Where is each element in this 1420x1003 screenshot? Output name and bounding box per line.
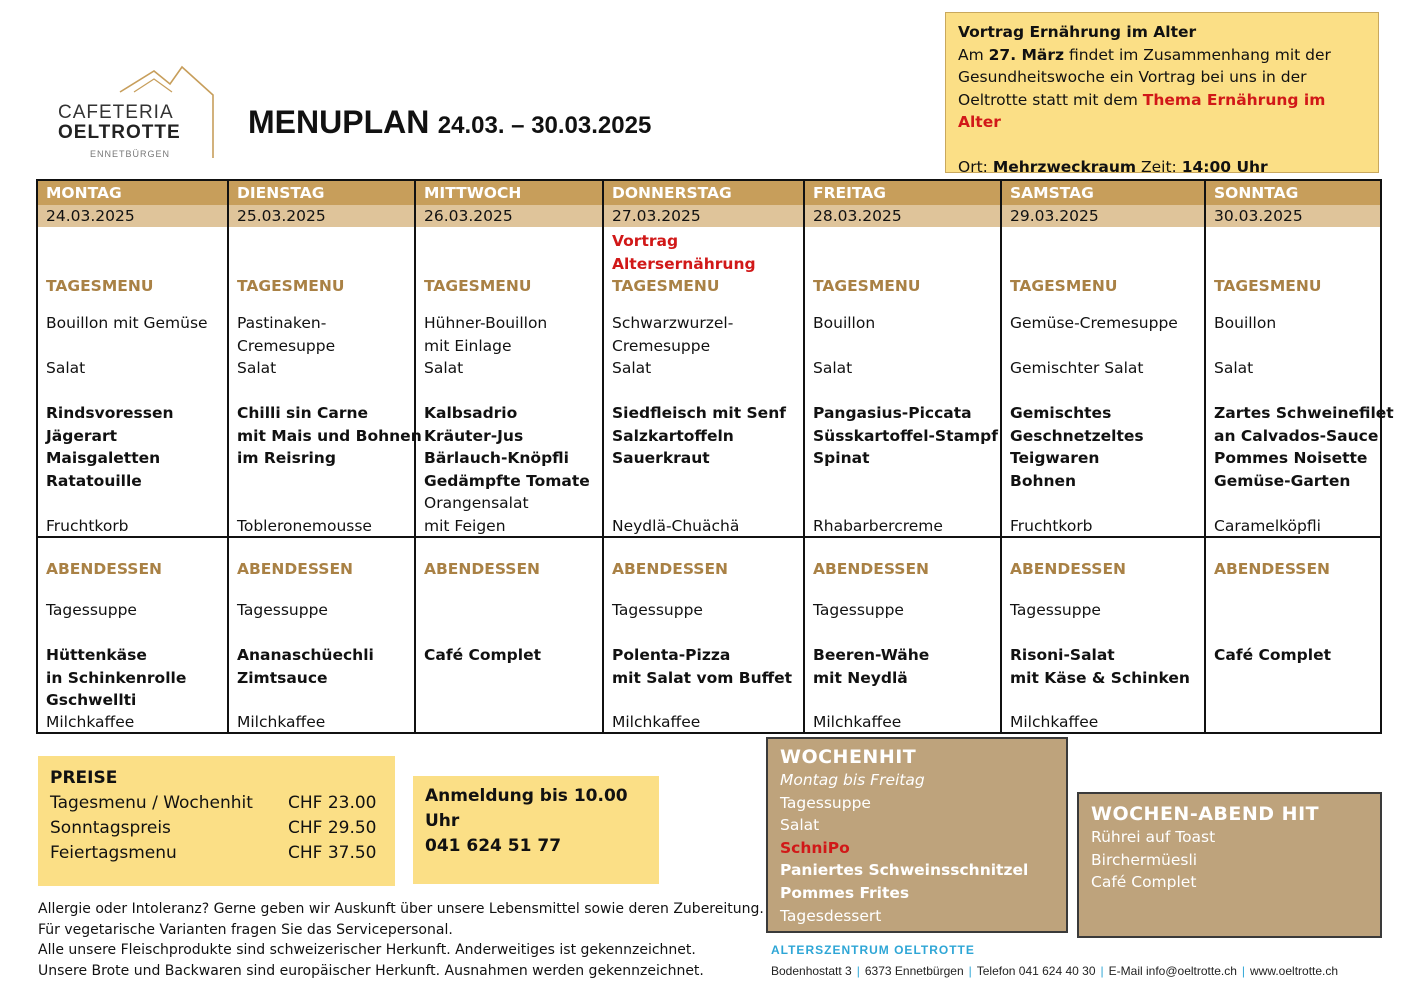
special-event-line: Altersernährung <box>612 254 756 273</box>
salad: Salat <box>813 359 853 377</box>
main-dish-line: Süsskartoffel-Stampf <box>813 426 998 445</box>
notice-topic: Thema Ernährung im Alter <box>958 90 1326 131</box>
day-name: MITTWOCH <box>416 181 604 205</box>
main-dish-line: Bohnen <box>1010 471 1077 490</box>
price-heading: PREISE <box>50 768 118 788</box>
main-dish <box>612 402 801 470</box>
dessert: Neydlä-Chuächä <box>612 517 740 535</box>
evening-soup: Tagessuppe <box>46 601 137 619</box>
evening-label: ABENDESSEN <box>1214 560 1331 578</box>
price-label: Feiertagsmenu <box>50 843 177 863</box>
main-dish-line: Maisgaletten <box>46 449 161 468</box>
dessert <box>424 492 600 537</box>
notice-location: Mehrzweckraum <box>992 157 1137 176</box>
section-label: TAGESMENU <box>612 277 720 295</box>
footnote-line: Für vegetarische Varianten fragen Sie das Servicepersonal. <box>38 921 453 938</box>
price-row <box>50 791 383 816</box>
footer-phone: Telefon 041 624 40 30 <box>976 964 1096 978</box>
day-name: DONNERSTAG <box>604 181 805 205</box>
main-dish <box>1214 402 1394 492</box>
wochenhit-box <box>766 737 1068 933</box>
day-name: SAMSTAG <box>1002 181 1206 205</box>
day-date: 29.03.2025 <box>1002 205 1206 227</box>
evening-label: ABENDESSEN <box>424 560 541 578</box>
day-date: 25.03.2025 <box>229 205 416 227</box>
main-dish-line: Salzkartoffeln <box>612 426 734 445</box>
evening-dish-line: mit Käse & Schinken <box>1010 668 1190 687</box>
footer-address: Bodenhostatt 3 <box>771 964 852 978</box>
evening-dish <box>1010 644 1202 689</box>
main-dish-line: Gedämpfte Tomate <box>424 471 590 490</box>
price-label: Sonntagspreis <box>50 818 171 838</box>
day-column-sonntag <box>1204 181 1394 732</box>
evening-dish <box>46 644 225 712</box>
notice-text: Oeltrotte statt mit dem <box>958 90 1143 109</box>
evening-soup: Tagessuppe <box>612 601 703 619</box>
footer-brand: ALTERSZENTRUM OELTROTTE <box>771 943 975 957</box>
soup <box>237 312 412 357</box>
evening-drink: Milchkaffee <box>237 713 326 731</box>
footnote-line: Unsere Brote und Backwaren sind europäischer Herkunft. Ausnahmen werden gekennzeichnet. <box>38 962 704 979</box>
salad: Salat <box>1214 359 1254 377</box>
registration-phone: 041 624 51 77 <box>425 836 562 856</box>
evening-dish: Café Complet <box>424 646 541 664</box>
main-dish-line: an Calvados-Sauce <box>1214 426 1379 445</box>
footer-website[interactable]: www.oeltrotte.ch <box>1250 964 1339 978</box>
wochenhit-days: Montag bis Freitag <box>780 771 925 789</box>
day-name: DIENSTAG <box>229 181 416 205</box>
evening-dish-line: Beeren-Wähe <box>813 646 930 664</box>
day-name: MONTAG <box>38 181 229 205</box>
footer-email[interactable]: E-Mail info@oeltrotte.ch <box>1108 964 1237 978</box>
evening-label: ABENDESSEN <box>46 560 163 578</box>
salad: Gemischter Salat <box>1010 359 1144 377</box>
evening-dish-line: Polenta-Pizza <box>612 646 731 664</box>
price-label: Tagesmenu / Wochenhit <box>50 793 253 813</box>
registration-box <box>413 776 659 884</box>
soup: Gemüse-Cremesuppe <box>1010 314 1178 332</box>
wochenhit-soup: Tagessuppe <box>780 793 871 812</box>
wochenhit-dish: Paniertes Schweinsschnitzel <box>780 861 1029 880</box>
main-dish <box>813 402 998 470</box>
day-column-dienstag <box>227 181 422 732</box>
day-date: 28.03.2025 <box>805 205 1002 227</box>
main-dish-line: Kalbsadrio <box>424 404 518 422</box>
section-label: TAGESMENU <box>1214 277 1322 295</box>
wochen-abend-item: Birchermüesli <box>1091 850 1198 869</box>
dessert: Caramelköpfli <box>1214 517 1321 535</box>
price-value: CHF 23.00 <box>288 793 377 813</box>
evening-drink: Milchkaffee <box>46 713 135 731</box>
day-column-donnerstag <box>602 181 805 732</box>
main-dish-line: Rindsvoressen <box>46 404 174 422</box>
day-date: 26.03.2025 <box>416 205 604 227</box>
main-dish-line: Sauerkraut <box>612 449 710 468</box>
special-event <box>612 230 801 275</box>
wochenhit-dish-name: SchniPo <box>780 838 850 857</box>
menu-table <box>36 179 1394 734</box>
evening-dish-line: in Schinkenrolle <box>46 668 187 687</box>
salad: Salat <box>424 359 464 377</box>
notice-text: Zeit: <box>1136 157 1182 176</box>
main-dish-line: mit Mais und Bohnen <box>237 426 422 445</box>
main-dish-line: Teigwaren <box>1010 449 1100 468</box>
cafeteria-logo <box>58 62 223 172</box>
evening-dish-line: Gschwellti <box>46 691 137 710</box>
main-dish <box>46 402 225 492</box>
evening-dish-line: Risoni-Salat <box>1010 646 1115 664</box>
main-dish-line: Pommes Noisette <box>1214 449 1368 468</box>
soup: Bouillon <box>1214 314 1277 332</box>
evening-drink: Milchkaffee <box>612 713 701 731</box>
soup <box>612 312 801 357</box>
page-title <box>248 104 651 141</box>
registration-deadline: Anmeldung bis 10.00 Uhr <box>425 786 628 831</box>
notice-time: 14:00 Uhr <box>1181 157 1268 176</box>
special-event-line: Vortrag <box>612 232 679 250</box>
soup: Bouillon <box>813 314 876 332</box>
logo-location-text: ENNETBÜRGEN <box>90 149 171 159</box>
notice-heading: Vortrag Ernährung im Alter <box>958 23 1197 41</box>
dessert: Rhabarbercreme <box>813 517 943 535</box>
footer-separator: | <box>1241 964 1246 978</box>
evening-label: ABENDESSEN <box>612 560 729 578</box>
day-column-freitag <box>803 181 1002 732</box>
notice-text: Gesundheitswoche ein Vortrag bei uns in der <box>958 68 1307 86</box>
main-dish-line: Kräuter-Jus <box>424 426 524 445</box>
footnotes <box>38 899 764 981</box>
soup-line: Hühner-Bouillon <box>424 314 548 332</box>
evening-dish <box>612 644 801 689</box>
evening-dish-line: Hüttenkäse <box>46 646 147 664</box>
day-column-montag <box>38 181 229 732</box>
price-box <box>38 756 395 886</box>
price-row <box>50 816 383 841</box>
notice-text: Ort: <box>958 157 993 176</box>
day-column-samstag <box>1000 181 1206 732</box>
evening-dish-line: mit Salat vom Buffet <box>612 668 793 687</box>
evening-soup: Tagessuppe <box>1010 601 1101 619</box>
title-main: MENUPLAN <box>248 104 430 140</box>
day-date: 24.03.2025 <box>38 205 229 227</box>
section-label: TAGESMENU <box>424 277 532 295</box>
day-name: SONNTAG <box>1206 181 1380 205</box>
footer-contact <box>771 964 1338 978</box>
evening-label: ABENDESSEN <box>813 560 930 578</box>
price-value: CHF 29.50 <box>288 818 377 838</box>
evening-soup: Tagessuppe <box>237 601 328 619</box>
title-dates: 24.03. – 30.03.2025 <box>437 112 652 139</box>
dessert-line: mit Feigen <box>424 516 506 535</box>
day-date: 27.03.2025 <box>604 205 805 227</box>
wochenhit-salad: Salat <box>780 816 820 835</box>
day-name: FREITAG <box>805 181 1002 205</box>
salad: Salat <box>237 359 277 377</box>
salad: Salat <box>612 359 652 377</box>
evening-dish-line: mit Neydlä <box>813 668 908 687</box>
wochen-abend-hit-box <box>1077 792 1382 938</box>
section-label: TAGESMENU <box>46 277 154 295</box>
main-dish-line: Zartes Schweinefilet <box>1214 404 1394 422</box>
soup-line: Cremesuppe <box>612 336 711 355</box>
day-date: 30.03.2025 <box>1206 205 1380 227</box>
footer-separator: | <box>968 964 972 978</box>
main-dish-line: im Reisring <box>237 449 336 468</box>
main-dish-line: Chilli sin Carne <box>237 404 369 422</box>
wochenhit-dish: Pommes Frites <box>780 883 910 902</box>
wochen-abend-item: Rührei auf Toast <box>1091 828 1216 846</box>
section-label: TAGESMENU <box>813 277 921 295</box>
dessert: Fruchtkorb <box>46 517 129 535</box>
footnote-line: Allergie oder Intoleranz? Gerne geben wir Auskunft über unsere Lebensmittel sowie deren Zubereitung. <box>38 901 764 917</box>
soup <box>424 312 600 357</box>
section-label: TAGESMENU <box>237 277 345 295</box>
dessert-line: Orangensalat <box>424 494 529 512</box>
wochenhit-title: WOCHENHIT <box>780 746 917 768</box>
footer-separator: | <box>856 964 860 978</box>
main-dish-line: Ratatouille <box>46 471 142 490</box>
main-dish-line: Gemischtes <box>1010 404 1112 422</box>
logo-oeltrotte-text: OELTROTTE <box>58 122 181 143</box>
main-dish <box>237 402 422 470</box>
evening-dish-line: Ananaschüechli <box>237 646 374 664</box>
notice-date: 27. März <box>988 45 1065 64</box>
evening-label: ABENDESSEN <box>1010 560 1127 578</box>
main-dish-line: Siedfleisch mit Senf <box>612 404 786 422</box>
footer-separator: | <box>1100 964 1104 978</box>
notice-text: findet im Zusammenhang mit der <box>1064 45 1331 64</box>
soup: Bouillon mit Gemüse <box>46 314 208 332</box>
main-dish-line: Geschnetzeltes <box>1010 426 1144 445</box>
lecture-notice <box>945 12 1379 176</box>
soup-line: mit Einlage <box>424 336 512 355</box>
evening-dish <box>813 644 998 689</box>
main-dish-line: Spinat <box>813 449 870 468</box>
main-dish <box>424 402 600 492</box>
section-label: TAGESMENU <box>1010 277 1118 295</box>
main-dish <box>1010 402 1202 492</box>
evening-label: ABENDESSEN <box>237 560 354 578</box>
wochenhit-dessert: Tagesdessert <box>780 906 882 925</box>
logo-cafeteria-text: CAFETERIA <box>58 102 174 123</box>
main-dish-line: Pangasius-Piccata <box>813 404 972 422</box>
salad: Salat <box>46 359 86 377</box>
evening-soup: Tagessuppe <box>813 601 904 619</box>
price-value: CHF 37.50 <box>288 843 377 863</box>
footer-city: 6373 Ennetbürgen <box>864 964 964 978</box>
evening-dish: Café Complet <box>1214 646 1331 664</box>
evening-dish <box>237 644 412 689</box>
dessert: Tobleronemousse <box>237 517 372 535</box>
notice-text: Am <box>958 45 989 64</box>
main-dish-line: Bärlauch-Knöpfli <box>424 449 569 468</box>
soup-line: Pastinaken- <box>237 314 327 332</box>
evening-drink: Milchkaffee <box>1010 713 1099 731</box>
dessert: Fruchtkorb <box>1010 517 1093 535</box>
evening-drink: Milchkaffee <box>813 713 902 731</box>
main-dish-line: Jägerart <box>46 426 117 445</box>
footnote-line: Alle unsere Fleischprodukte sind schweizerischer Herkunft. Anderweitiges ist gekennzeichnet. <box>38 942 696 958</box>
soup-line: Cremesuppe <box>237 336 336 355</box>
day-column-mittwoch <box>414 181 604 732</box>
evening-dish-line: Zimtsauce <box>237 668 328 687</box>
price-row <box>50 841 383 866</box>
wochen-abend-item: Café Complet <box>1091 873 1197 892</box>
soup-line: Schwarzwurzel- <box>612 314 734 332</box>
wochen-abend-title: WOCHEN-ABEND HIT <box>1091 803 1320 825</box>
main-dish-line: Gemüse-Garten <box>1214 471 1351 490</box>
